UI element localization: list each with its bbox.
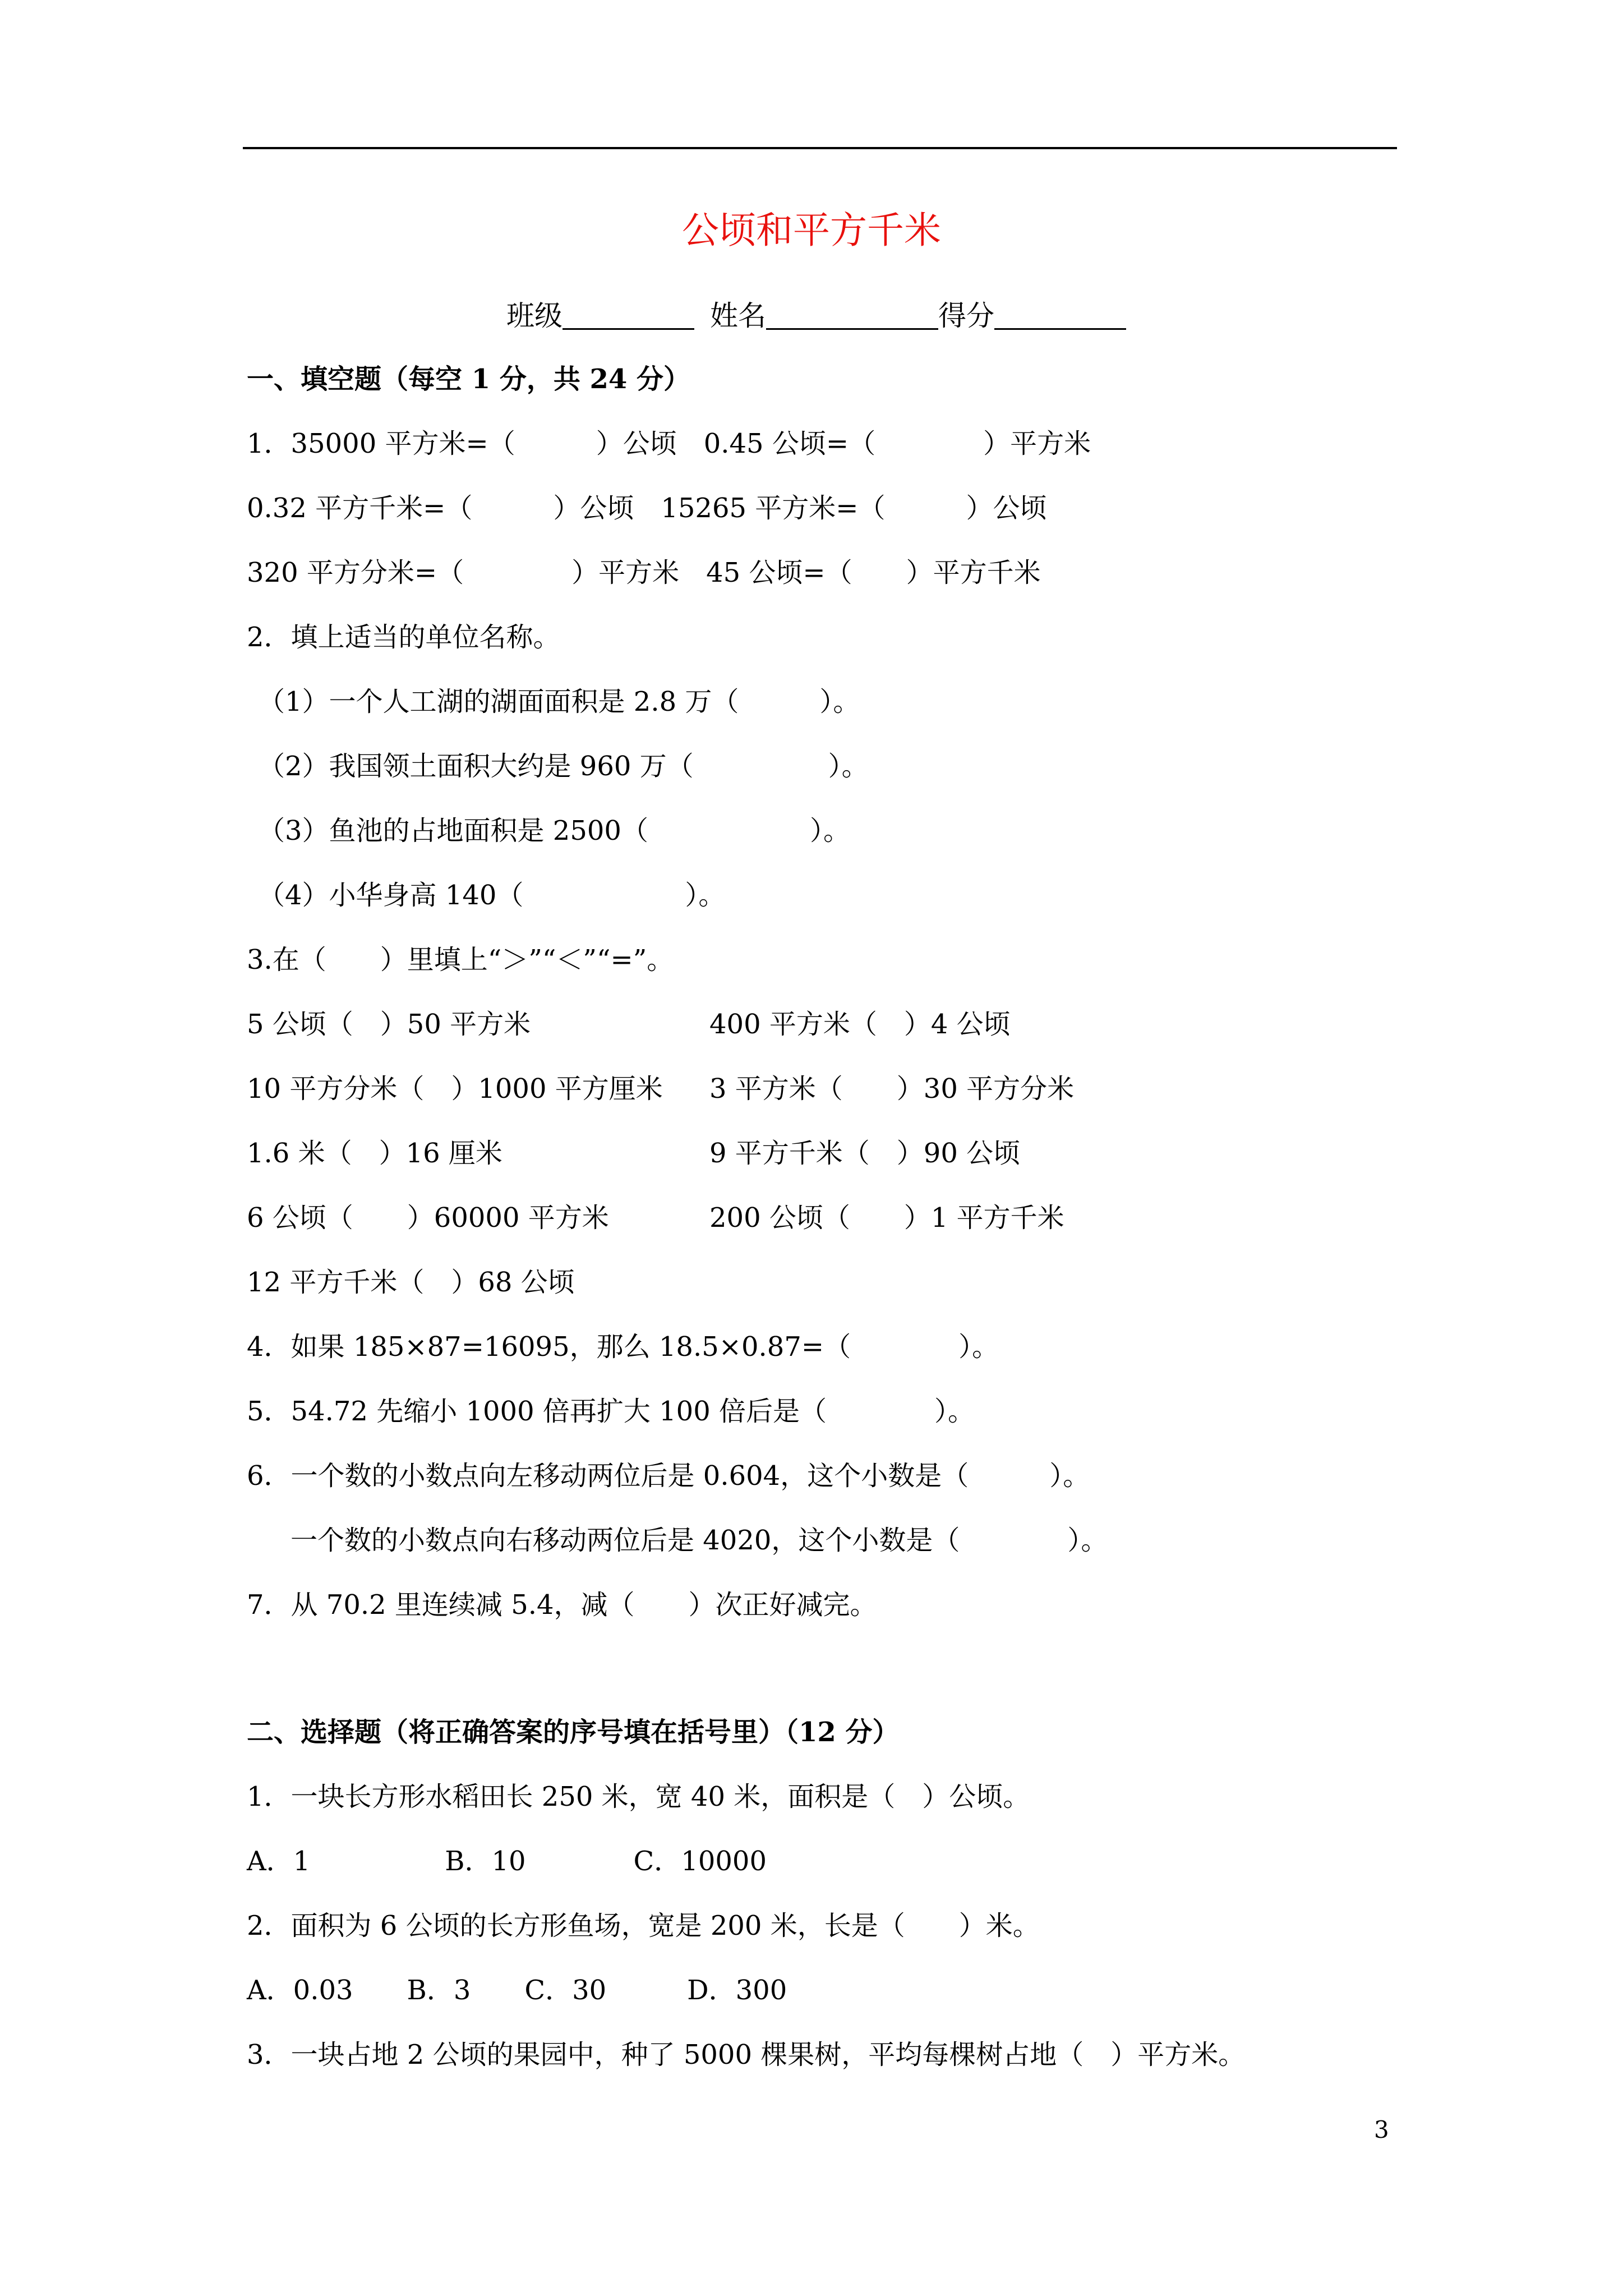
score-blank	[994, 300, 1126, 330]
section-1-heading: 一、填空题（每空 1 分，共 24 分）	[247, 364, 691, 395]
question-3-left-2: 10 平方分米（ ）1000 平方厘米	[247, 1073, 663, 1105]
choice-question-2-options: A．0.03 B．3 C．30 D．300	[247, 1975, 787, 2006]
question-3-right-1: 400 平方米（ ）4 公顷	[709, 1009, 1011, 1040]
question-1-line-1: 1．35000 平方米=（ ）公顷 0.45 公顷=（ ）平方米	[247, 428, 1091, 459]
question-3-left-5: 12 平方千米（ ）68 公顷	[247, 1267, 575, 1298]
question-2-item-4: （4）小华身高 140（ ）。	[258, 880, 726, 911]
choice-question-2: 2．面积为 6 公顷的长方形鱼场，宽是 200 米，长是（ ）米。	[247, 1910, 1040, 1941]
page-number: 3	[1374, 2116, 1389, 2143]
score-label: 得分	[938, 300, 994, 332]
question-2-stem: 2．填上适当的单位名称。	[247, 622, 560, 653]
choice-question-1-options: A．1 B．10 C．10000	[247, 1846, 767, 1877]
question-1-line-2: 0.32 平方千米=（ ）公顷 15265 平方米=（ ）公顷	[247, 493, 1047, 524]
student-info-line	[506, 300, 1126, 330]
section-2-heading: 二、选择题（将正确答案的序号填在括号里）（12 分）	[247, 1717, 900, 1748]
class-blank	[562, 300, 694, 330]
header-rule	[243, 147, 1397, 149]
question-2-item-3: （3）鱼池的占地面积是 2500（ ）。	[258, 815, 850, 846]
choice-question-1: 1．一块长方形水稻田长 250 米，宽 40 米，面积是（ ）公顷。	[247, 1781, 1030, 1812]
name-label: 姓名	[710, 300, 766, 332]
question-3-right-2: 3 平方米（ ）30 平方分米	[709, 1073, 1075, 1105]
name-blank	[766, 300, 938, 330]
question-3-right-3: 9 平方千米（ ）90 公顷	[709, 1138, 1021, 1169]
question-2-item-1: （1）一个人工湖的湖面面积是 2.8 万（ ）。	[258, 686, 860, 717]
question-6-a: 6．一个数的小数点向左移动两位后是 0.604，这个小数是（ ）。	[247, 1460, 1090, 1492]
question-3-left-3: 1.6 米（ ）16 厘米	[247, 1138, 502, 1169]
question-7: 7．从 70.2 里连续减 5.4，减（ ）次正好减完。	[247, 1589, 877, 1621]
page-title: 公顷和平方千米	[682, 209, 941, 252]
question-1-line-3: 320 平方分米=（ ）平方米 45 公顷=（ ）平方千米	[247, 557, 1041, 588]
question-3-left-4: 6 公顷（ ）60000 平方米	[247, 1202, 609, 1234]
question-3-stem: 3.在（ ）里填上“＞”“＜”“=”。	[247, 944, 674, 976]
question-6-b: 一个数的小数点向右移动两位后是 4020，这个小数是（ ）。	[291, 1525, 1108, 1556]
question-4: 4．如果 185×87=16095，那么 18.5×0.87=（ ）。	[247, 1331, 999, 1363]
question-2-item-2: （2）我国领土面积大约是 960 万（ ）。	[258, 751, 869, 782]
question-3-right-4: 200 公顷（ ）1 平方千米	[709, 1202, 1064, 1234]
class-label: 班级	[506, 300, 562, 332]
question-5: 5．54.72 先缩小 1000 倍再扩大 100 倍后是（ ）。	[247, 1396, 975, 1427]
question-3-left-1: 5 公顷（ ）50 平方米	[247, 1009, 531, 1040]
choice-question-3: 3．一块占地 2 公顷的果园中，种了 5000 棵果树，平均每棵树占地（ ）平方米。	[247, 2039, 1246, 2070]
